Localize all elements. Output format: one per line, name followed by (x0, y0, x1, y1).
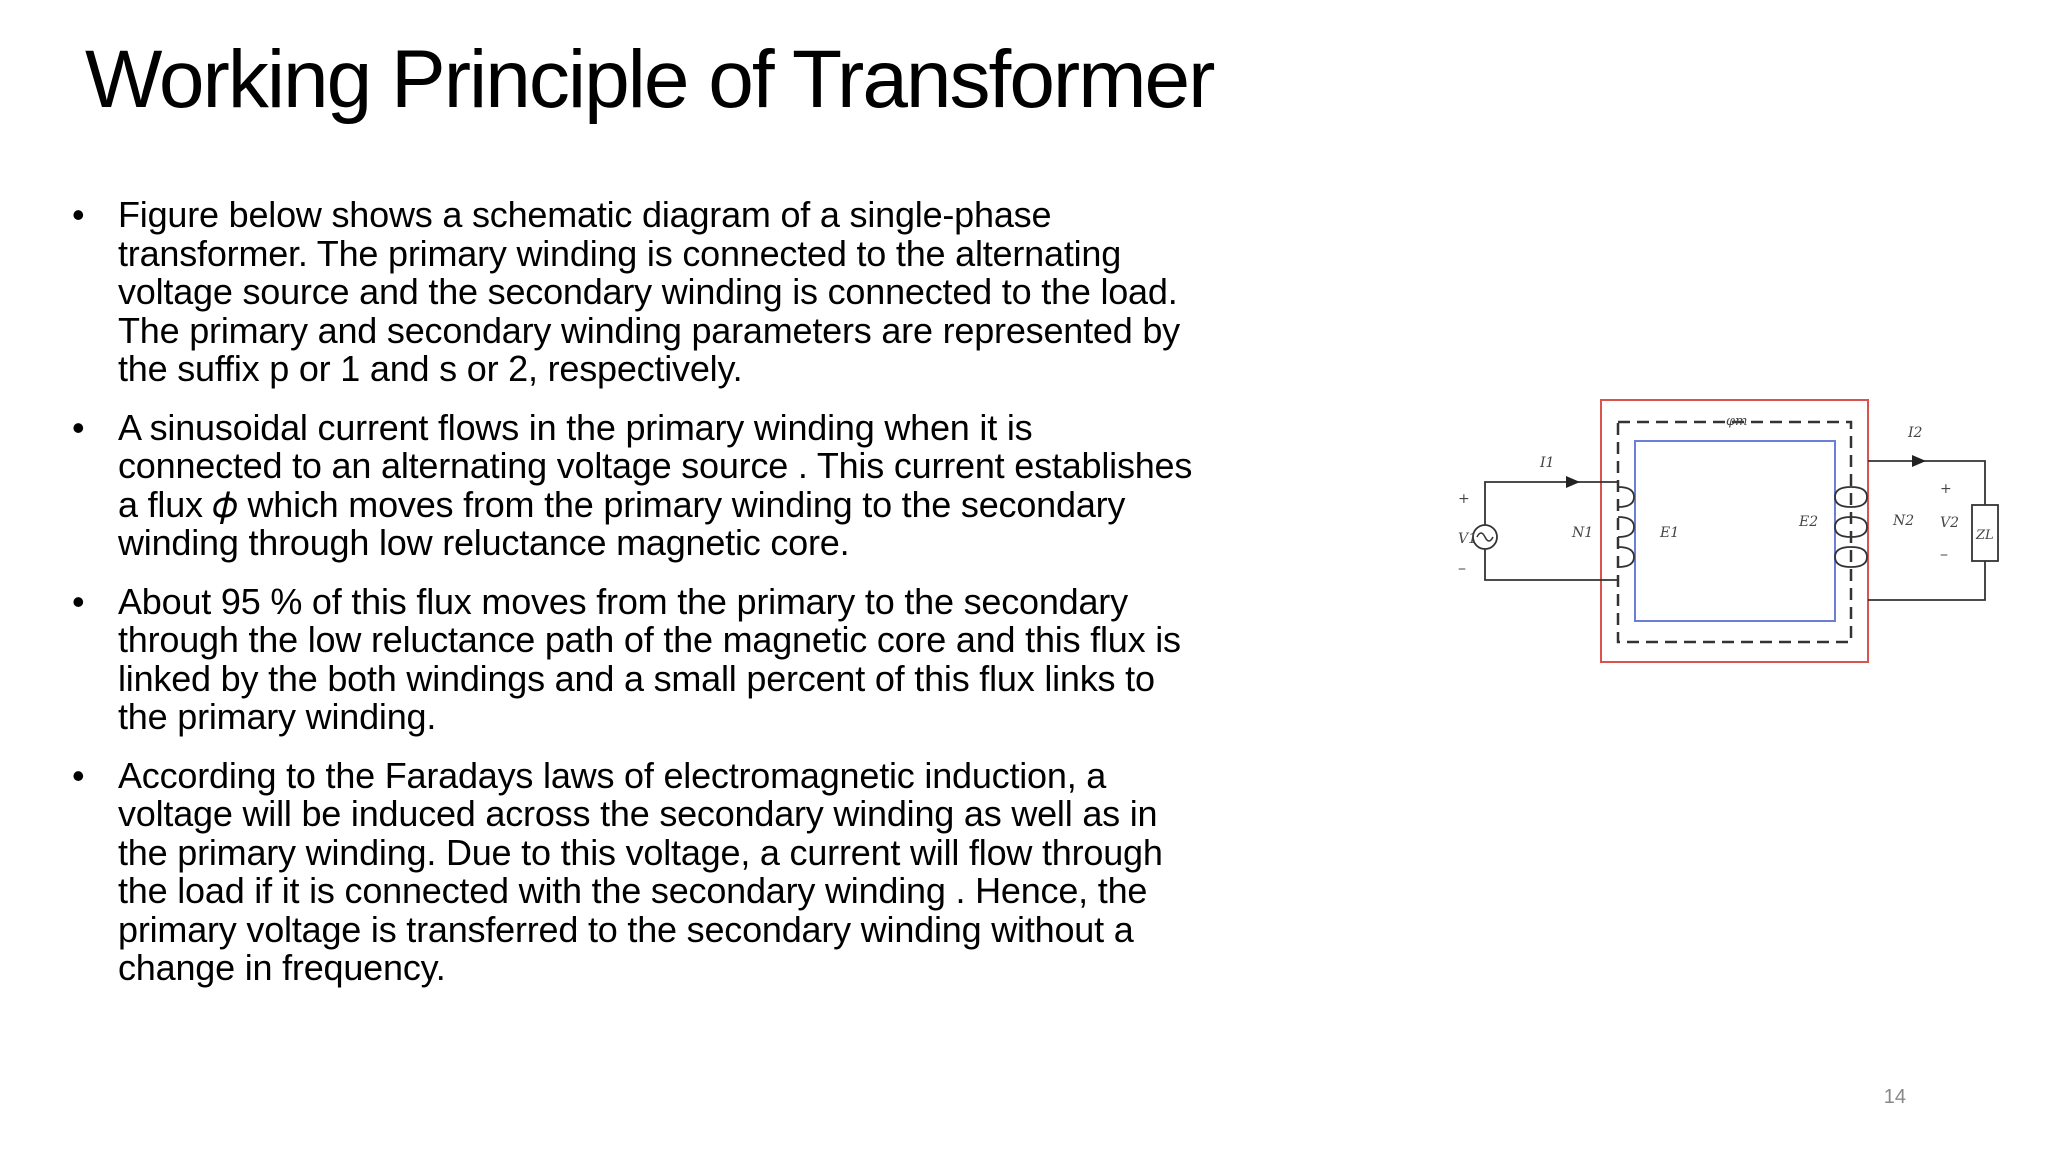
bullet-item (72, 580, 1412, 737)
flux-label: φm (1726, 414, 1748, 429)
bullet-icon: • (72, 406, 85, 448)
bullet-text: About 95 % of this flux moves from the primary to the secondary through the low reluctance path of the magnetic core and this flux is linked by the both windings and a small percent of this flux links to the primary winding. (118, 580, 1181, 737)
bullet-text: A sinusoidal current flows in the primary winding when it is connected to an alternating voltage source . This current establishes a flux 𝜙 which moves from the primary winding to the secondary winding through low reluctance magnetic core. (118, 406, 1193, 563)
flux-path (1618, 422, 1851, 642)
primary-coil (1618, 487, 1634, 567)
transformer-diagram (1450, 395, 2010, 670)
v2-label: V2 (1940, 515, 1960, 531)
bullet-icon: • (72, 580, 85, 622)
bullet-item (72, 406, 1412, 563)
v2-minus-label: – (1940, 544, 1948, 563)
i1-arrow-icon (1566, 476, 1580, 488)
v1-minus-label: – (1458, 558, 1466, 577)
e2-label: E2 (1799, 514, 1819, 530)
primary-bottom-wire (1485, 549, 1618, 580)
bullet-icon: • (72, 754, 85, 796)
bullet-icon: • (72, 194, 85, 235)
page-number: 14 (1883, 1086, 1906, 1108)
i2-arrow-icon (1912, 455, 1926, 467)
zl-label: ZL (1976, 528, 1994, 543)
outer-frame (1601, 400, 1868, 662)
bullet-text: According to the Faradays laws of electromagnetic induction, a voltage will be induced across the secondary winding as well as in the primary winding. Due to this voltage, a current will flow through the load if it is connected with the secondary winding . Hence, the primary voltage is transferred to the secondary winding without a change in frequency. (118, 754, 1163, 988)
n1-label: N1 (1572, 525, 1594, 541)
v2-plus-label: + (1940, 481, 1952, 497)
v1-plus-label: + (1458, 491, 1470, 507)
bullet-item (72, 196, 1412, 389)
secondary-top-wire (1868, 461, 1985, 505)
n2-label: N2 (1893, 513, 1915, 529)
transformer-schematic (1450, 395, 2010, 670)
bullet-list (72, 196, 1412, 1008)
v1-label: V1 (1458, 531, 1478, 547)
i1-label: I1 (1540, 455, 1555, 471)
e1-label: E1 (1660, 525, 1680, 541)
slide-title: Working Principle of Transformer (85, 34, 1214, 125)
bullet-item (72, 754, 1412, 988)
i2-label: I2 (1908, 425, 1923, 441)
secondary-bottom-wire (1868, 561, 1985, 600)
primary-top-wire (1485, 482, 1618, 525)
bullet-text: Figure below shows a schematic diagram of a single-phase transformer. The primary winding is connected to the alternating voltage source and the secondary winding is connected to the load. The primary and secondary winding parameters are represented by the suffix p or 1 and s or 2, respectively. (118, 194, 1180, 389)
